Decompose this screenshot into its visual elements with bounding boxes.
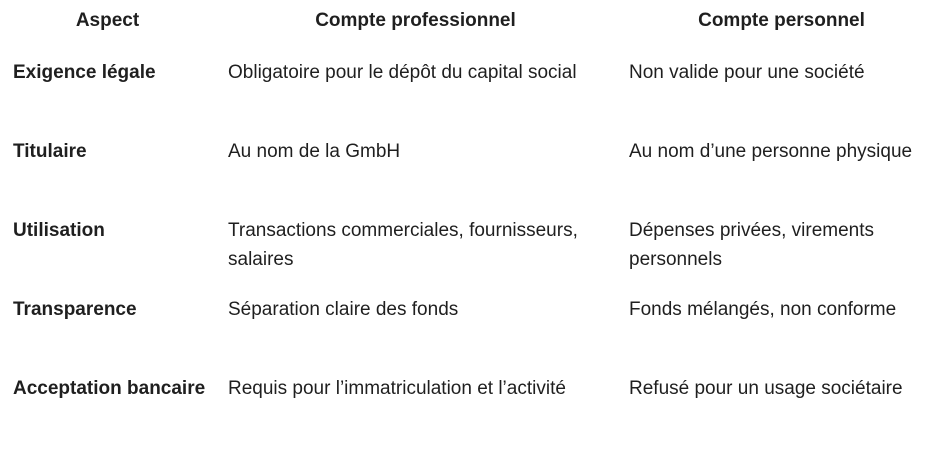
perso-cell: Non valide pour une société [629,62,865,83]
aspect-cell: Utilisation [13,220,105,241]
pro-cell: Obligatoire pour le dépôt du capital social [228,62,577,83]
header-aspect: Aspect [75,10,140,31]
header-row [0,0,947,45]
perso-cell: Au nom d’une personne physique [629,141,913,162]
pro-cell: Au nom de la GmbH [228,141,401,162]
pro-cell: Transactions commerciales, fournisseurs, salaires [228,220,578,270]
header-compte-professionnel: Compte professionnel [315,10,516,31]
table-row [0,216,947,295]
pro-cell: Séparation claire des fonds [228,299,459,320]
aspect-cell: Acceptation bancaire [13,378,206,399]
table-row [0,137,947,216]
aspect-cell: Titulaire [13,141,87,162]
table-row [0,45,947,137]
table-row [0,374,947,453]
perso-cell: Fonds mélangés, non conforme [629,299,897,320]
table-row [0,295,947,374]
aspect-cell: Transparence [13,299,137,320]
perso-cell: Dépenses privées, virements personnels [629,220,874,270]
pro-cell: Requis pour l’immatriculation et l’activité [228,378,566,399]
aspect-cell: Exigence légale [13,62,156,83]
perso-cell: Refusé pour un usage sociétaire [629,378,903,399]
header-compte-personnel: Compte personnel [698,10,865,31]
